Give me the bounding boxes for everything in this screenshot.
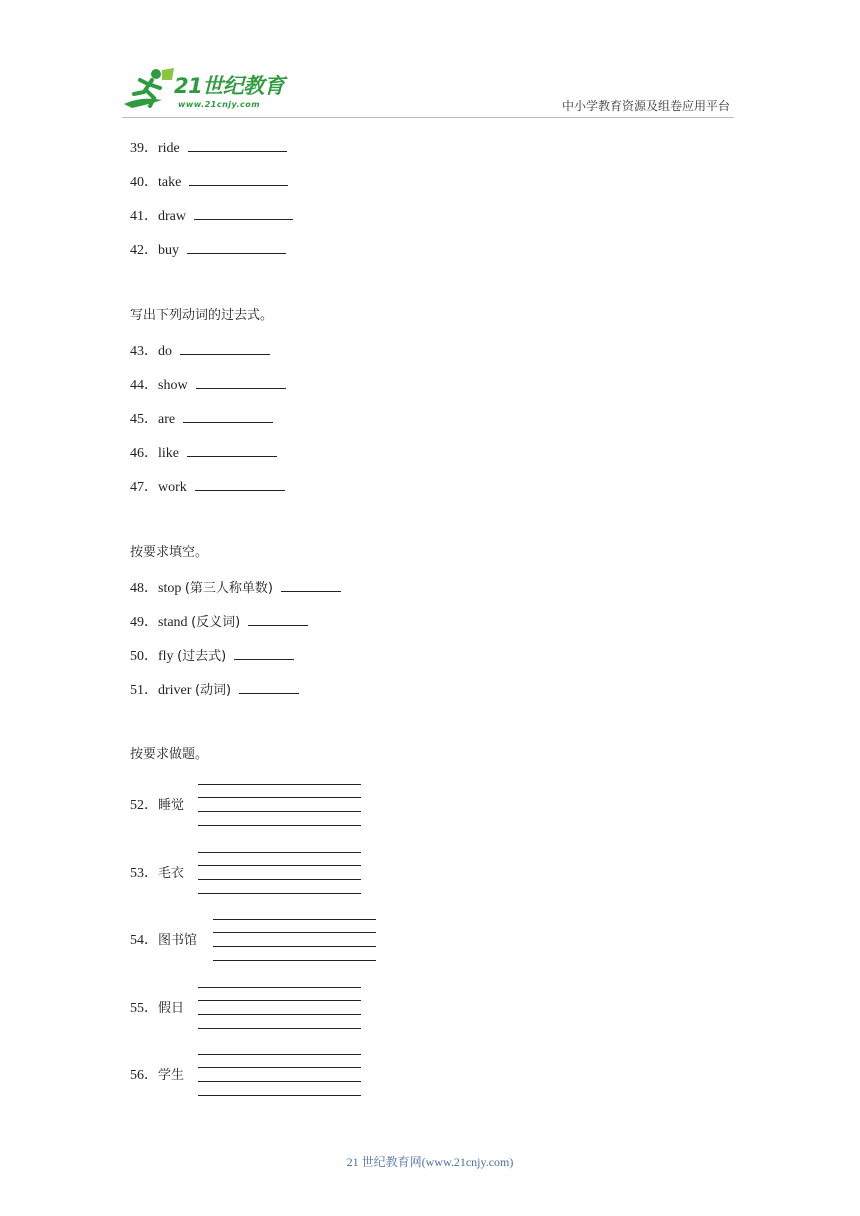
answer-line[interactable]	[213, 946, 376, 947]
answer-blank[interactable]	[194, 205, 293, 220]
answer-line[interactable]	[198, 1081, 361, 1082]
question-41: 41．draw	[130, 205, 293, 225]
answer-blank[interactable]	[183, 408, 273, 423]
answer-line[interactable]	[198, 1000, 361, 1001]
answer-blank[interactable]	[281, 577, 341, 592]
answer-line[interactable]	[198, 1014, 361, 1015]
answer-line[interactable]	[198, 797, 361, 798]
answer-blank[interactable]	[195, 476, 285, 491]
question-44: 44．show	[130, 374, 286, 394]
question-51: 51．driver (动词)	[130, 679, 299, 699]
answer-line[interactable]	[198, 987, 361, 988]
answer-line[interactable]	[198, 1067, 361, 1068]
answer-blank[interactable]	[180, 340, 270, 355]
answer-blank[interactable]	[196, 374, 286, 389]
answer-blank[interactable]	[189, 171, 288, 186]
question-50: 50．fly (过去式)	[130, 645, 294, 665]
page-footer: 21 世纪教育网(www.21cnjy.com)	[346, 1155, 514, 1169]
header-platform-text: 中小学教育资源及组卷应用平台	[561, 99, 730, 113]
logo-text: 21世纪教育	[174, 74, 285, 98]
runner-logo-icon	[122, 66, 178, 112]
answer-blank[interactable]	[187, 239, 286, 254]
question-48: 48．stop (第三人称单数)	[130, 577, 341, 597]
section-title-past-tense: 写出下列动词的过去式。	[130, 308, 274, 323]
answer-line[interactable]	[198, 879, 361, 880]
question-46: 46．like	[130, 442, 277, 462]
answer-line[interactable]	[198, 852, 361, 853]
question-40: 40．take	[130, 171, 288, 191]
answer-line[interactable]	[198, 784, 361, 785]
answer-blank[interactable]	[234, 645, 294, 660]
question-49: 49．stand (反义词)	[130, 611, 308, 631]
question-42: 42．buy	[130, 239, 286, 259]
answer-line[interactable]	[198, 825, 361, 826]
answer-line[interactable]	[198, 865, 361, 866]
section-title-fill-in: 按要求填空。	[130, 545, 209, 560]
header-divider	[122, 117, 734, 118]
answer-blank[interactable]	[188, 137, 287, 152]
question-47: 47．work	[130, 476, 285, 496]
logo	[122, 66, 292, 116]
answer-line[interactable]	[213, 919, 376, 920]
question-39: 39．ride	[130, 137, 287, 157]
question-43: 43．do	[130, 340, 270, 360]
question-45: 45．are	[130, 408, 273, 428]
answer-blank[interactable]	[187, 442, 277, 457]
section-title-tasks: 按要求做题。	[130, 747, 209, 762]
answer-line[interactable]	[198, 1095, 361, 1096]
answer-line[interactable]	[213, 932, 376, 933]
answer-blank[interactable]	[239, 679, 299, 694]
answer-line[interactable]	[198, 811, 361, 812]
answer-line[interactable]	[213, 960, 376, 961]
answer-line[interactable]	[198, 893, 361, 894]
answer-line[interactable]	[198, 1054, 361, 1055]
answer-line[interactable]	[198, 1028, 361, 1029]
answer-blank[interactable]	[248, 611, 308, 626]
logo-url: www.21cnjy.com	[178, 100, 261, 109]
page-header	[0, 0, 860, 120]
